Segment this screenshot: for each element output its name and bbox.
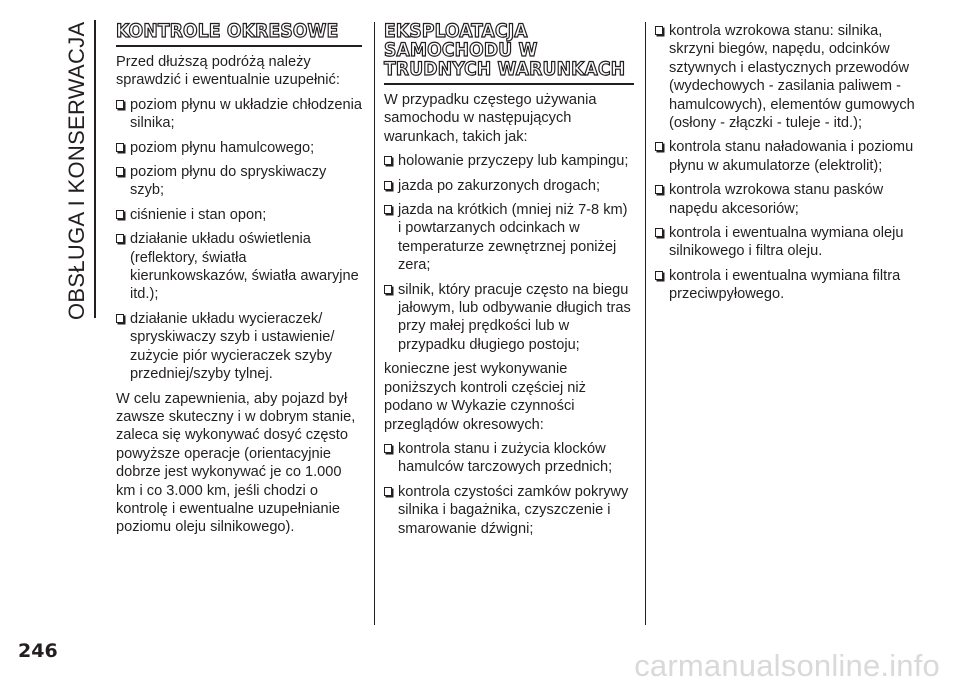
outro-paragraph: W celu zapewnienia, aby pojazd był zawsze skuteczny i w dobrym stanie, zaleca się wykonywać dosyć często powyższe operacje (orientacyjnie dobrze jest wykonywać je co 1.000 km i co 3.000 km, jeśli chodzi o kontrolę i ewentualne uzupełnianie poziomu oleju silnikowego). — [116, 390, 356, 536]
checkbox-bullet-icon — [384, 156, 392, 165]
list-item: jazda na krótkich (mniej niż 7-8 km) i powtarzanych odcinkach w temperaturze zewnętrznej poniżej zera; — [384, 201, 634, 275]
list-item: ciśnienie i stan opon; — [116, 206, 362, 224]
list-item: silnik, który pracuje często na biegu jałowym, lub odbywanie długich tras przy małej prędkości lub w przypadku długiego postoju; — [384, 281, 634, 355]
checklist-continued — [655, 22, 917, 304]
checkbox-bullet-icon — [384, 285, 392, 294]
side-rule — [94, 20, 96, 318]
list-item: kontrola i ewentualna wymiana oleju silnikowego i filtra oleju. — [655, 224, 917, 261]
checklist-conditions — [384, 152, 634, 354]
list-item: kontrola stanu naładowania i poziomu płynu w akumulatorze (elektrolit); — [655, 138, 917, 175]
checkbox-bullet-icon — [116, 100, 124, 109]
list-item: kontrola i ewentualna wymiana filtra przeciwpyłowego. — [655, 267, 917, 304]
list-item: kontrola wzrokowa stanu pasków napędu akcesoriów; — [655, 181, 917, 218]
middle-paragraph: konieczne jest wykonywanie poniższych kontroli częściej niż podano w Wykazie czynności przeglądów okresowych: — [384, 361, 586, 433]
checkbox-bullet-icon — [655, 185, 663, 194]
column-continued-checks — [655, 22, 917, 310]
side-section-title: OBSŁUGA I KONSERWACJA — [64, 21, 89, 320]
list-item: poziom płynu hamulcowego; — [116, 139, 362, 157]
watermark: carmanualsonline.info — [634, 648, 940, 683]
list-item: działanie układu wycieraczek/ spryskiwaczy szyb i ustawienie/ zużycie piór wycieraczek szyby przedniej/szyby tylnej. — [116, 310, 362, 384]
checkbox-bullet-icon — [384, 487, 392, 496]
column-divider-1 — [374, 22, 375, 625]
column-periodic-checks — [116, 22, 362, 543]
list-item: jazda po zakurzonych drogach; — [384, 177, 634, 195]
section-title-periodic-checks: KONTROLE OKRESOWE — [116, 22, 362, 47]
checkbox-bullet-icon — [116, 314, 124, 323]
checkbox-bullet-icon — [116, 167, 124, 176]
checkbox-bullet-icon — [655, 142, 663, 151]
section-title-severe-conditions: EKSPLOATACJA SAMOCHODU W TRUDNYCH WARUNKACH — [384, 22, 634, 85]
checkbox-bullet-icon — [116, 210, 124, 219]
checkbox-bullet-icon — [116, 234, 124, 243]
column-severe-conditions — [384, 22, 634, 544]
list-item: holowanie przyczepy lub kampingu; — [384, 152, 634, 170]
checkbox-bullet-icon — [384, 181, 392, 190]
list-item: działanie układu oświetlenia (reflektory, światła kierunkowskazów, światła awaryjne itd.); — [116, 230, 362, 304]
list-item: poziom płynu w układzie chłodzenia silnika; — [116, 96, 362, 133]
column-divider-2 — [645, 22, 646, 625]
side-section-tab — [64, 20, 92, 320]
checkbox-bullet-icon — [655, 26, 663, 35]
checklist-periodic — [116, 96, 362, 384]
list-item: poziom płynu do spryskiwaczy szyb; — [116, 163, 362, 200]
list-item: kontrola wzrokowa stanu: silnika, skrzyni biegów, napędu, odcinków sztywnych i elastycznych przewodów (wydechowych - zasilania paliwem - hamulcowych), elementów gumowych (osłony - złączki - tuleje - itd.); — [655, 22, 917, 132]
checklist-extra-checks — [384, 440, 634, 538]
page-number: 246 — [18, 640, 58, 662]
list-item: kontrola czystości zamków pokrywy silnika i bagażnika, czyszczenie i smarowanie dźwigni; — [384, 483, 634, 538]
checkbox-bullet-icon — [655, 271, 663, 280]
intro-paragraph: Przed dłuższą podróżą należy sprawdzić i ewentualnie uzupełnić: — [116, 54, 340, 89]
checkbox-bullet-icon — [384, 205, 392, 214]
checkbox-bullet-icon — [384, 444, 392, 453]
intro-paragraph: W przypadku częstego używania samochodu w następujących warunkach, takich jak: — [384, 92, 597, 145]
checkbox-bullet-icon — [116, 143, 124, 152]
list-item: kontrola stanu i zużycia klocków hamulców tarczowych przednich; — [384, 440, 634, 477]
checkbox-bullet-icon — [655, 228, 663, 237]
